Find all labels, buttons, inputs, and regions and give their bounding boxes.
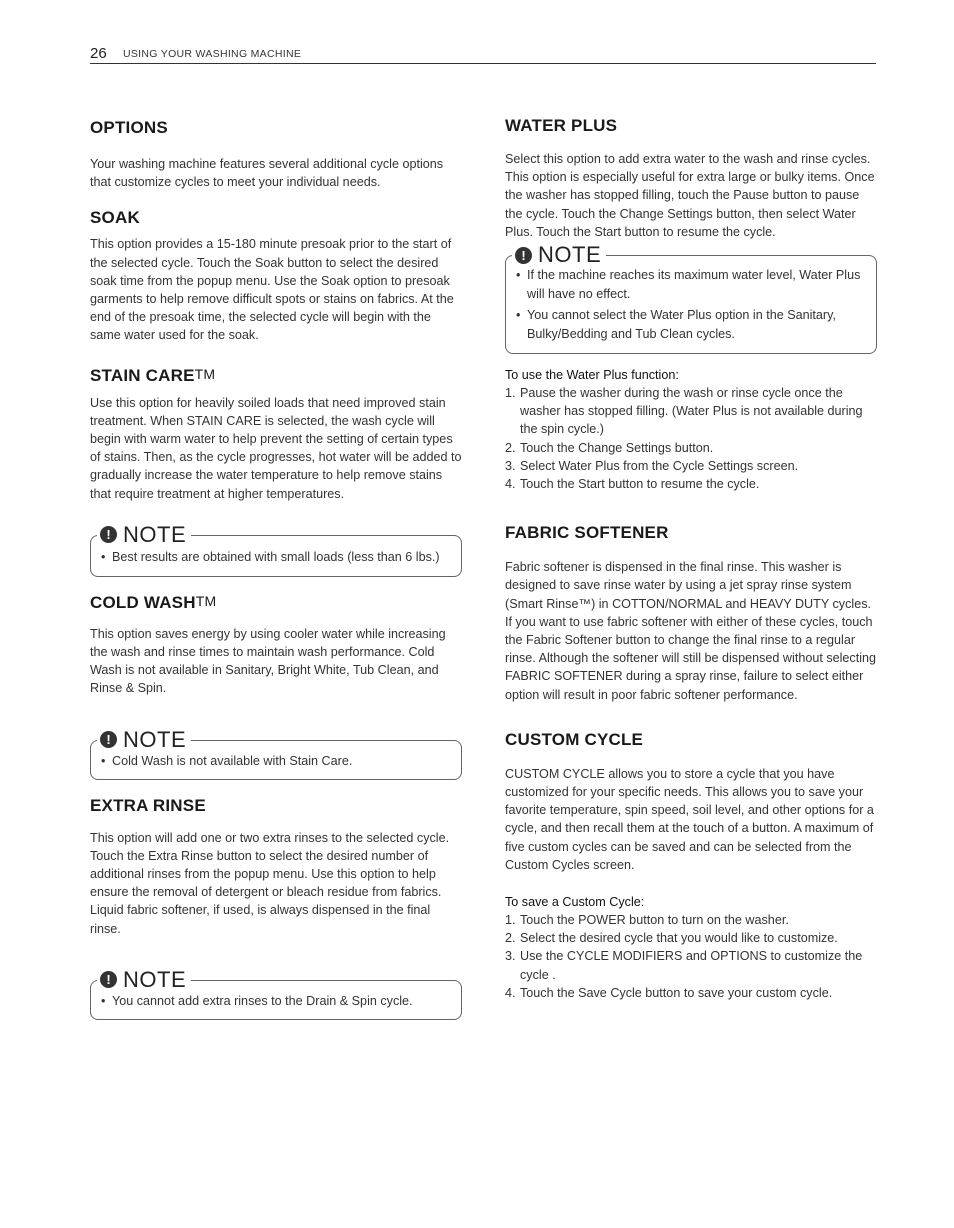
note-header — [97, 968, 191, 992]
cold-wash-text: This option saves energy by using cooler water while increasing the wash and rinse times to maintain wash performance. Cold Wash is not available in Sanitary, Bright White, Tub Clean, and Rinse & Spin. — [90, 626, 446, 696]
step-item: 1. Pause the washer during the wash or rinse cycle once the washer has stopped filling. (Water Plus is not available during the spin cycle.) — [505, 386, 863, 437]
note-list — [514, 266, 864, 344]
water-plus-section — [505, 116, 877, 493]
right-column — [505, 116, 877, 1022]
soak-text: This option provides a 15-180 minute presoak prior to the start of the selected cycle. Touch the Soak button to select the desired soak time from the popup menu. Use the Soak option to presoak garments to help remove difficult spots or stains on fabrics. At the end of the presoak time, the selected cycle will begin with the same water used for the soak. — [90, 237, 454, 343]
note-list — [99, 992, 449, 1011]
trademark-symbol: TM — [195, 592, 217, 609]
note-item: • You cannot add extra rinses to the Drain & Spin cycle. — [99, 992, 449, 1011]
exclamation-icon: ! — [515, 247, 532, 264]
custom-cycle-steps-label: To save a Custom Cycle: — [505, 895, 645, 910]
note-item: • You cannot select the Water Plus option in the Sanitary, Bulky/Bedding and Tub Clean cycles. — [514, 306, 864, 344]
water-plus-steps — [505, 384, 877, 493]
cold-wash-section — [90, 591, 462, 780]
note-label: NOTE — [538, 242, 602, 268]
step-item: 1. Touch the POWER button to turn on the washer. — [505, 913, 789, 928]
note-header — [97, 728, 191, 752]
extra-rinse-note — [90, 966, 462, 1020]
stain-care-text: Use this option for heavily soiled loads that need improved stain treatment. When STAIN CARE is selected, the wash cycle will begin with warm water to help prevent the setting of certain types of stains. Then, as the cycle progresses, hot water will be added to gradually increase the water temperature to help remove stains that require treatment at higher temperatures. — [90, 395, 462, 501]
options-section — [90, 118, 462, 191]
extra-rinse-text-2: Touch the Extra Rinse button to select the desired number of additional rinses from the popup menu. Use this option to help ensure the removal of detergent or bleach residue from fabrics. Liquid fabric softener, if used, is always dispensed in the final rinse. — [90, 848, 442, 936]
water-plus-note — [505, 242, 877, 354]
custom-cycle-heading: CUSTOM CYCLE — [505, 729, 644, 749]
note-header — [512, 243, 606, 267]
fabric-softener-section — [505, 523, 877, 704]
note-label: NOTE — [123, 521, 187, 547]
step-item: 2. Touch the Change Settings button. — [505, 440, 714, 455]
note-item: • Best results are obtained with small loads (less than 6 lbs.) — [99, 548, 449, 567]
stain-care-title: STAIN CARE — [90, 365, 195, 385]
note-list — [99, 548, 449, 567]
step-item: 4. Touch the Save Cycle button to save your custom cycle. — [505, 985, 833, 1000]
trademark-symbol: TM — [194, 365, 216, 382]
options-text: Your washing machine features several additional cycle options that customize cycles to meet your individual needs. — [90, 157, 444, 190]
stain-care-heading — [90, 364, 462, 386]
step-item: 3. Select Water Plus from the Cycle Settings screen. — [505, 458, 799, 473]
extra-rinse-text-1: This option will add one or two extra rinses to the selected cycle. — [90, 830, 450, 845]
exclamation-icon: ! — [100, 731, 117, 748]
stain-care-note — [90, 521, 462, 577]
extra-rinse-heading: EXTRA RINSE — [90, 795, 206, 815]
fabric-softener-text: Fabric softener is dispensed in the final rinse. This washer is designed to save rinse water by using a jet spray rinse system (Smart Rinse™) in COTTON/NORMAL and HEAVY DUTY cycles. If you want to use fabric softener with either of these cycles, touch the Fabric Softener button to change the final rinse to a regular rinse. Although the softener will still be dispensed without selecting FABRIC SOFTENER during a spray rinse, failure to select either option will result in poor fabric softener performance. — [505, 560, 877, 702]
custom-cycle-text: CUSTOM CYCLE allows you to store a cycle that you have customized for your specific needs. This allows you to save your favorite temperature, spin speed, soil level, and other options for a cycle, and then recall them at the touch of a button. A maximum of five custom cycles can be saved and can be selected from the Custom Cycles screen. — [505, 766, 874, 872]
water-plus-text: Select this option to add extra water to the wash and rinse cycles. This option is especially useful for extra large or bulky items. Once the washer has stopped filling, touch the Pause button to pause the cycle. Touch the Change Settings button, then select Water Plus. Touch the Start button to resume the cycle. — [505, 152, 875, 239]
soak-section — [90, 208, 462, 344]
note-list — [99, 752, 449, 771]
header-title: USING YOUR WASHING MACHINE — [123, 48, 302, 60]
exclamation-icon: ! — [100, 971, 117, 988]
note-item: • If the machine reaches its maximum water level, Water Plus will have no effect. — [514, 266, 864, 304]
page-number: 26 — [90, 45, 107, 62]
water-plus-heading: WATER PLUS — [505, 116, 618, 135]
note-label: NOTE — [123, 726, 187, 752]
note-label: NOTE — [123, 966, 187, 992]
custom-cycle-section — [505, 730, 877, 1002]
water-plus-steps-label: To use the Water Plus function: — [505, 368, 679, 383]
step-item: 4. Touch the Start button to resume the cycle. — [505, 477, 760, 492]
soak-heading: SOAK — [90, 208, 140, 228]
note-header — [97, 523, 191, 547]
fabric-softener-heading: FABRIC SOFTENER — [505, 523, 669, 543]
note-item: • Cold Wash is not available with Stain Care. — [99, 752, 449, 771]
cold-wash-heading — [90, 591, 462, 613]
stain-care-section — [90, 364, 462, 577]
cold-wash-title: COLD WASH — [90, 592, 196, 612]
left-column — [90, 118, 462, 1040]
exclamation-icon: ! — [100, 526, 117, 543]
cold-wash-note — [90, 726, 462, 780]
custom-cycle-steps — [505, 911, 877, 1002]
step-item: 2. Select the desired cycle that you would like to customize. — [505, 931, 838, 946]
extra-rinse-section — [90, 796, 462, 1020]
page-header — [90, 44, 876, 64]
step-item: 3. Use the CYCLE MODIFIERS and OPTIONS to customize the cycle . — [505, 949, 863, 982]
options-heading: OPTIONS — [90, 118, 168, 137]
